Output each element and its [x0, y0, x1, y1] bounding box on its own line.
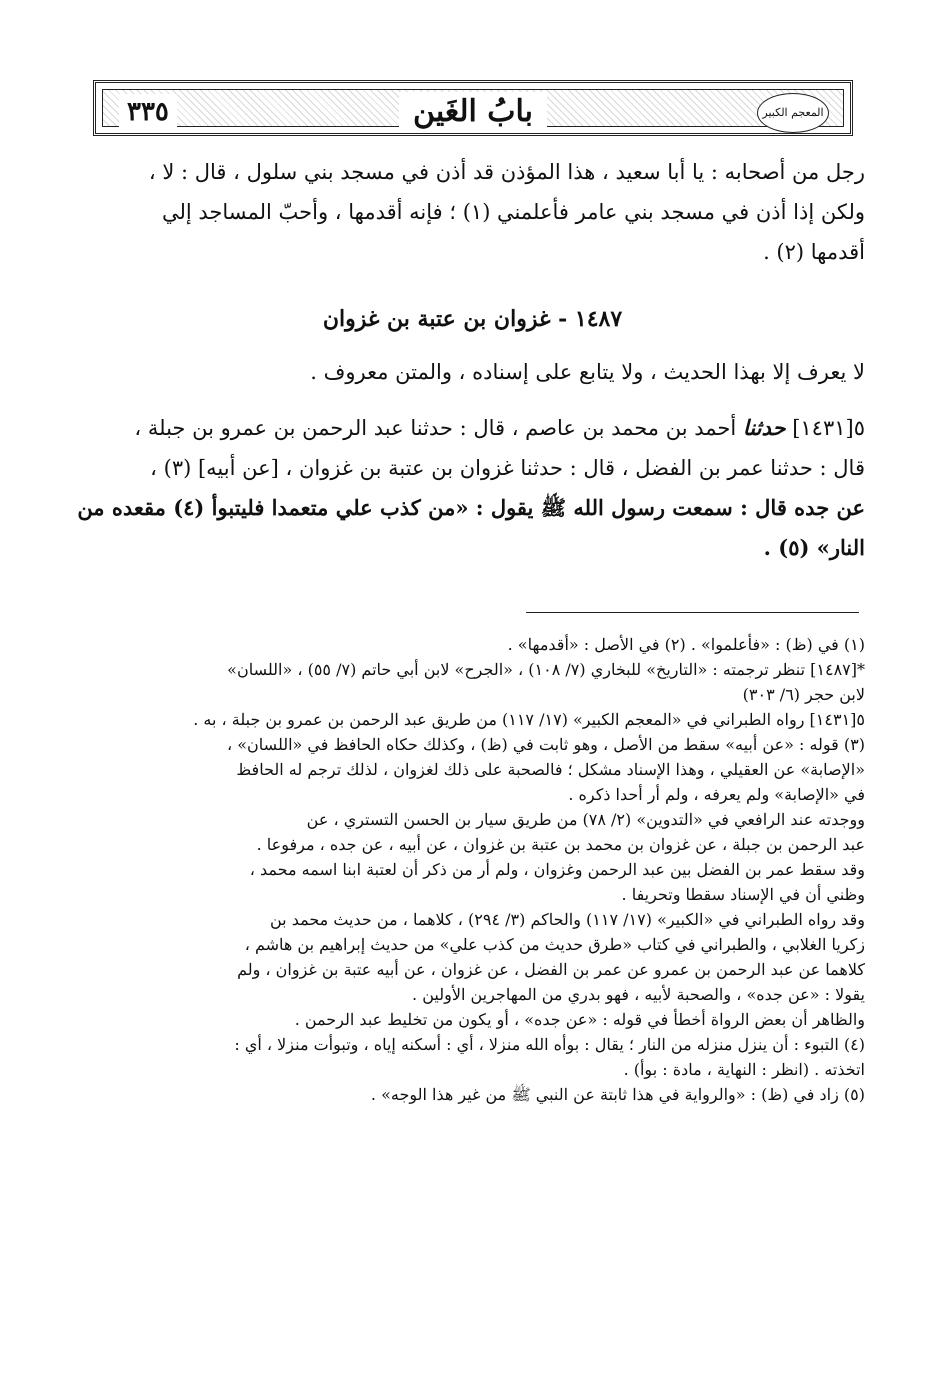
- intro-paragraph: [75, 152, 865, 272]
- footnote-line: ٥[١٤٣١] رواه الطبراني في «المعجم الكبير» (١٧/ ١١٧) من طريق عبد الرحمن بن عمرو بن جبلة ، به .: [193, 710, 865, 729]
- footnote-line: يقولا : «عن جده» ، والصحبة لأبيه ، فهو بدري من المهاجرين الأولين .: [412, 985, 865, 1004]
- footnotes: [65, 632, 865, 1107]
- chapter-title: بابُ الغَين: [399, 92, 547, 132]
- footnote-line: «الإصابة» عن العقيلي ، وهذا الإسناد مشكل ؛ فالصحبة على ذلك لغزوان ، لذلك ترجم له الحافظ: [236, 760, 865, 779]
- hadith-first-line: [75, 408, 865, 448]
- text-line: أقدمها (٢) .: [763, 240, 865, 264]
- section-intro: [75, 352, 865, 392]
- section-heading: ١٤٨٧ - غزوان بن عتبة بن غزوان: [322, 306, 623, 332]
- text-line: قال : حدثنا عمر بن الفضل ، قال : حدثنا غزوان بن عتبة بن غزوان ، [عن أبيه] (٣) ،: [150, 456, 865, 480]
- footnote-divider: [526, 612, 859, 613]
- footnote-line: ووجدته عند الرافعي في «التدوين» (٢/ ٧٨) من طريق سيار بن الحسن التستري ، عن: [306, 810, 865, 829]
- footnote-line: زكريا الغلابي ، والطبراني في كتاب «طرق حديث من كذب علي» من حديث إبراهيم بن هاشم ،: [244, 935, 865, 954]
- footnote-line: وقد رواه الطبراني في «الكبير» (١٧/ ١١٧) والحاكم (٣/ ٢٩٤) ، كلاهما ، من حديث محمد بن: [269, 910, 865, 929]
- hadith-block: [75, 408, 865, 568]
- text-line: النار» (٥) .: [763, 535, 865, 560]
- footnote-line: وقد سقط عمر بن الفضل بين عبد الرحمن وغزوان ، ولم أر من ذكر أن لعتبة ابنا اسمه محمد ،: [249, 860, 865, 879]
- ornament-frame: [102, 89, 844, 127]
- footnote-line: عبد الرحمن بن جبلة ، عن غزوان بن محمد بن عتبة بن غزوان ، عن أبيه ، عن جده ، مرفوعا .: [256, 835, 865, 854]
- footnote-line: (٤) التبوء : أن ينزل منزله من النار ؛ يقال : بوأه الله منزلا ، أي : أسكنه إياه ، وتبوأت منزلا ، أي :: [234, 1035, 865, 1054]
- footnote-line: اتخذته . (انظر : النهاية ، مادة : بوأ) .: [623, 1060, 865, 1079]
- footnote-line: (٣) قوله : «عن أبيه» سقط من الأصل ، وهو ثابت في (ظ) ، وكذلك حكاه الحافظ في «اللسان» ،: [227, 735, 865, 754]
- page-header: [93, 80, 853, 136]
- footnote-line: *[١٤٨٧] تنظر ترجمته : «التاريخ» للبخاري (٧/ ١٠٨) ، «الجرح» لابن أبي حاتم (٧/ ٥٥) ، «اللسان»: [227, 660, 865, 679]
- footnote-line: كلاهما عن عبد الرحمن بن عمرو عن عمر بن الفضل ، عن غزوان ، عن أبيه عتبة بن غزوان ، ولم: [237, 960, 865, 979]
- footnote-line: في «الإصابة» ولم يعرفه ، ولم أر أحدا ذكره .: [568, 785, 865, 804]
- hadith-lead: حدثنا: [742, 415, 786, 440]
- footnote-line: والظاهر أن بعض الرواة أخطأ في قوله : «عن جده» ، أو يكون من تخليط عبد الرحمن .: [294, 1010, 865, 1029]
- text-line: أحمد بن محمد بن عاصم ، قال : حدثنا عبد الرحمن بن عمرو بن جبلة ،: [134, 416, 737, 440]
- page-number: ٣٣٥: [119, 94, 177, 130]
- footnote-line: (٥) زاد في (ظ) : «والرواية في هذا ثابتة عن النبي ﷺ من غير هذا الوجه» .: [370, 1085, 865, 1104]
- footnote-line: لابن حجر (٦/ ٣٠٣): [742, 685, 865, 704]
- text-line: رجل من أصحابه : يا أبا سعيد ، هذا المؤذن قد أذن في مسجد بني سلول ، قال : لا ،: [148, 160, 865, 184]
- text-line: لا يعرف إلا بهذا الحديث ، ولا يتابع على إسناده ، والمتن معروف .: [310, 360, 865, 384]
- footnote-line: (١) في (ظ) : «فأعلموا» . (٢) في الأصل : «أقدمها» .: [507, 635, 865, 654]
- book-emblem: المعجم الكبير: [757, 93, 829, 133]
- hadith-number: ٥[١٤٣١]: [792, 416, 865, 440]
- footnote-line: وظني أن في الإسناد سقطا وتحريفا .: [621, 885, 865, 904]
- text-line: عن جده قال : سمعت رسول الله ﷺ يقول : «من كذب علي متعمدا فليتبوأ (٤) مقعده من: [77, 495, 865, 520]
- text-line: ولكن إذا أذن في مسجد بني عامر فأعلمني (١) ؛ فإنه أقدمها ، وأحبّ المساجد إلي: [161, 200, 865, 224]
